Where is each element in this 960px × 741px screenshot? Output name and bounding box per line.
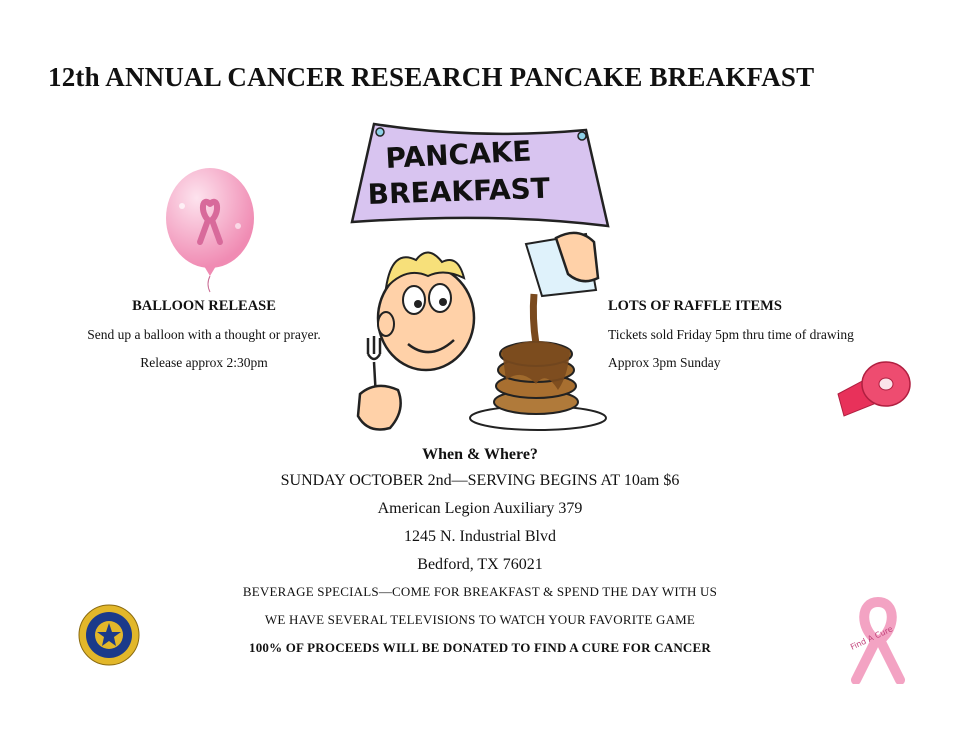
balloon-line1: Send up a balloon with a thought or prayer. — [87, 327, 321, 342]
ribbon-text: Find A Cure — [849, 624, 895, 652]
pink-balloon-icon — [160, 166, 260, 294]
raffle-line1: Tickets sold Friday 5pm thru time of drawing — [608, 327, 854, 342]
banner-line1: PANCAKE — [384, 134, 533, 175]
when-where-heading: When & Where? — [422, 446, 538, 463]
american-legion-emblem-icon — [78, 604, 140, 666]
balloon-release-heading: BALLOON RELEASE — [132, 298, 276, 314]
street-line: 1245 N. Industrial Blvd — [404, 528, 556, 545]
pink-ribbon-icon — [842, 596, 914, 684]
raffle-heading: LOTS OF RAFFLE ITEMS — [608, 298, 782, 314]
beverage-line: BEVERAGE SPECIALS—COME FOR BREAKFAST & SPEND THE DAY WITH US — [242, 584, 718, 599]
balloon-release-section — [48, 298, 360, 371]
proceeds-line: 100% OF PROCEEDS WILL BE DONATED TO FIND A CURE FOR CANCER — [249, 640, 711, 655]
city-line: Bedford, TX 76021 — [417, 556, 543, 573]
tv-line: WE HAVE SEVERAL TELEVISIONS TO WATCH YOUR FAVORITE GAME — [264, 612, 696, 627]
pancake-breakfast-cartoon — [346, 118, 614, 440]
page-title: 12th ANNUAL CANCER RESEARCH PANCAKE BREAKFAST — [48, 62, 815, 92]
date-line: SUNDAY OCTOBER 2nd—SERVING BEGINS AT 10am $6 — [280, 472, 680, 489]
venue-line: American Legion Auxiliary 379 — [377, 500, 583, 517]
balloon-line2: Release approx 2:30pm — [140, 355, 268, 370]
when-where-section — [200, 446, 760, 656]
raffle-line2: Approx 3pm Sunday — [608, 355, 721, 370]
raffle-ticket-roll-icon — [834, 356, 914, 418]
banner-line2: BREAKFAST — [367, 171, 551, 211]
